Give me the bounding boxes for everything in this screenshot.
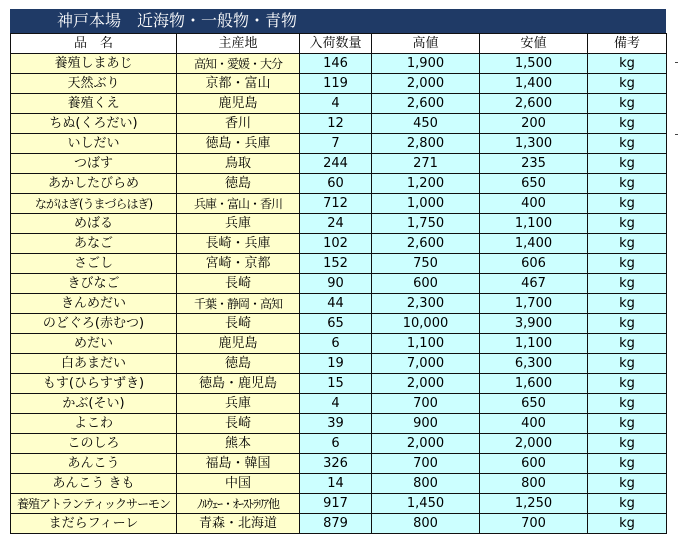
cell-origin: 中国 — [177, 474, 300, 494]
cell-quantity: 6 — [300, 434, 372, 454]
cell-high-price: 700 — [372, 394, 480, 414]
cell-name: もす(ひらすずき) — [11, 374, 177, 394]
cell-name: あなご — [11, 234, 177, 254]
cell-origin: 青森・北海道 — [177, 514, 300, 534]
cell-name: かぶ(そい) — [11, 394, 177, 414]
cell-remarks: kg — [588, 334, 667, 354]
cell-high-price: 1,900 — [372, 54, 480, 74]
cell-quantity: 244 — [300, 154, 372, 174]
cell-remarks: kg — [588, 94, 667, 114]
sheet-title: 神戸本場 近海物・一般物・青物 — [10, 9, 666, 33]
cell-quantity: 44 — [300, 294, 372, 314]
cell-quantity: 326 — [300, 454, 372, 474]
cell-high-price: 600 — [372, 274, 480, 294]
cell-origin: 千葉・静岡・高知 — [177, 294, 300, 314]
cell-remarks: kg — [588, 114, 667, 134]
cell-quantity: 24 — [300, 214, 372, 234]
cell-remarks: kg — [588, 494, 667, 514]
cell-remarks: kg — [588, 174, 667, 194]
table-row — [11, 454, 667, 474]
cell-name: ながはぎ(うまづらはぎ) — [11, 194, 177, 214]
cell-origin: 鹿児島 — [177, 334, 300, 354]
table-row — [11, 414, 667, 434]
cell-remarks: kg — [588, 454, 667, 474]
cell-origin: 長崎 — [177, 414, 300, 434]
cell-name: このしろ — [11, 434, 177, 454]
cell-name: あんこう — [11, 454, 177, 474]
cell-origin: 京都・富山 — [177, 74, 300, 94]
cell-remarks: kg — [588, 134, 667, 154]
header-low-price: 安値 — [480, 34, 588, 54]
table-row — [11, 294, 667, 314]
cell-origin: 鳥取 — [177, 154, 300, 174]
cell-low-price: 800 — [480, 474, 588, 494]
cell-low-price: 1,600 — [480, 374, 588, 394]
cell-low-price: 600 — [480, 454, 588, 474]
table-row — [11, 514, 667, 534]
cell-name: めばる — [11, 214, 177, 234]
cell-quantity: 102 — [300, 234, 372, 254]
cell-low-price: 6,300 — [480, 354, 588, 374]
cell-quantity: 65 — [300, 314, 372, 334]
cell-low-price: 1,400 — [480, 234, 588, 254]
cell-high-price: 1,750 — [372, 214, 480, 234]
table-row — [11, 374, 667, 394]
table-row — [11, 54, 667, 74]
cell-quantity: 39 — [300, 414, 372, 434]
table-row — [11, 174, 667, 194]
table-row — [11, 94, 667, 114]
table-row — [11, 274, 667, 294]
cell-origin: 香川 — [177, 114, 300, 134]
cell-origin: 宮崎・京都 — [177, 254, 300, 274]
cell-remarks: kg — [588, 314, 667, 334]
cell-origin: 鹿児島 — [177, 94, 300, 114]
cell-high-price: 2,300 — [372, 294, 480, 314]
cell-quantity: 4 — [300, 94, 372, 114]
cell-high-price: 900 — [372, 414, 480, 434]
table-row — [11, 354, 667, 374]
cell-low-price: 235 — [480, 154, 588, 174]
table-row — [11, 334, 667, 354]
cell-low-price: 1,250 — [480, 494, 588, 514]
cell-low-price: 400 — [480, 414, 588, 434]
cell-quantity: 6 — [300, 334, 372, 354]
cell-name: あかしたびらめ — [11, 174, 177, 194]
cell-name: 養殖アトランティックサーモン — [11, 494, 177, 514]
cell-remarks: kg — [588, 74, 667, 94]
cell-remarks: kg — [588, 194, 667, 214]
cell-quantity: 712 — [300, 194, 372, 214]
cell-name: 白あまだい — [11, 354, 177, 374]
cell-remarks: kg — [588, 414, 667, 434]
cell-origin: 兵庫・富山・香川 — [177, 194, 300, 214]
cell-high-price: 800 — [372, 474, 480, 494]
cell-name: 養殖しまあじ — [11, 54, 177, 74]
header-name: 品 名 — [11, 34, 177, 54]
cell-high-price: 2,000 — [372, 374, 480, 394]
header-quantity: 入荷数量 — [300, 34, 372, 54]
cell-name: いしだい — [11, 134, 177, 154]
cell-low-price: 200 — [480, 114, 588, 134]
cell-origin: 長崎 — [177, 274, 300, 294]
cell-quantity: 879 — [300, 514, 372, 534]
cell-origin: 徳島・鹿児島 — [177, 374, 300, 394]
table-row — [11, 314, 667, 334]
cell-remarks: kg — [588, 354, 667, 374]
cell-low-price: 467 — [480, 274, 588, 294]
table-row — [11, 114, 667, 134]
cell-low-price: 650 — [480, 394, 588, 414]
cell-remarks: kg — [588, 394, 667, 414]
cell-remarks: kg — [588, 514, 667, 534]
table-row — [11, 254, 667, 274]
cell-high-price: 800 — [372, 514, 480, 534]
cell-high-price: 750 — [372, 254, 480, 274]
cell-high-price: 271 — [372, 154, 480, 174]
cell-origin: 長崎・兵庫 — [177, 234, 300, 254]
table-row — [11, 154, 667, 174]
cell-high-price: 7,000 — [372, 354, 480, 374]
cell-quantity: 152 — [300, 254, 372, 274]
header-remarks: 備考 — [588, 34, 667, 54]
cell-high-price: 700 — [372, 454, 480, 474]
cell-name: まだらフィーレ — [11, 514, 177, 534]
cell-remarks: kg — [588, 274, 667, 294]
cell-high-price: 1,200 — [372, 174, 480, 194]
header-high-price: 高値 — [372, 34, 480, 54]
cell-low-price: 650 — [480, 174, 588, 194]
cell-remarks: kg — [588, 54, 667, 74]
cell-origin: 兵庫 — [177, 394, 300, 414]
cell-low-price: 1,400 — [480, 74, 588, 94]
cell-name: あんこう きも — [11, 474, 177, 494]
cell-origin: 熊本 — [177, 434, 300, 454]
cell-quantity: 119 — [300, 74, 372, 94]
cell-high-price: 450 — [372, 114, 480, 134]
cell-high-price: 2,000 — [372, 74, 480, 94]
cell-name: つばす — [11, 154, 177, 174]
cell-quantity: 12 — [300, 114, 372, 134]
price-table — [10, 33, 667, 534]
cell-low-price: 1,100 — [480, 214, 588, 234]
cell-low-price: 1,500 — [480, 54, 588, 74]
cell-origin: 徳島・兵庫 — [177, 134, 300, 154]
cell-quantity: 146 — [300, 54, 372, 74]
market-price-sheet — [10, 9, 666, 534]
cell-low-price: 606 — [480, 254, 588, 274]
cell-remarks: kg — [588, 234, 667, 254]
cell-high-price: 2,000 — [372, 434, 480, 454]
table-row — [11, 214, 667, 234]
cell-origin: 福島・韓国 — [177, 454, 300, 474]
table-row — [11, 194, 667, 214]
cell-remarks: kg — [588, 374, 667, 394]
cell-origin: 徳島 — [177, 354, 300, 374]
cell-low-price: 2,000 — [480, 434, 588, 454]
cell-low-price: 700 — [480, 514, 588, 534]
cell-high-price: 1,100 — [372, 334, 480, 354]
cell-low-price: 400 — [480, 194, 588, 214]
cell-quantity: 14 — [300, 474, 372, 494]
cell-quantity: 15 — [300, 374, 372, 394]
table-row — [11, 434, 667, 454]
cell-remarks: kg — [588, 474, 667, 494]
cell-high-price: 2,600 — [372, 234, 480, 254]
cell-low-price: 1,100 — [480, 334, 588, 354]
cell-origin: 兵庫 — [177, 214, 300, 234]
cell-high-price: 2,800 — [372, 134, 480, 154]
cell-low-price: 1,700 — [480, 294, 588, 314]
cell-name: さごし — [11, 254, 177, 274]
cell-remarks: kg — [588, 434, 667, 454]
cell-quantity: 917 — [300, 494, 372, 514]
cell-remarks: kg — [588, 154, 667, 174]
cell-low-price: 3,900 — [480, 314, 588, 334]
cell-quantity: 19 — [300, 354, 372, 374]
table-row — [11, 134, 667, 154]
cell-origin: ﾉﾙｳｪｰ・ｵｰｽﾄﾗﾘｱ他 — [177, 494, 300, 514]
table-row — [11, 394, 667, 414]
table-row — [11, 474, 667, 494]
cell-high-price: 2,600 — [372, 94, 480, 114]
table-row — [11, 74, 667, 94]
cell-name: ちぬ(くろだい) — [11, 114, 177, 134]
cell-quantity: 90 — [300, 274, 372, 294]
cell-name: のどぐろ(赤むつ) — [11, 314, 177, 334]
cell-name: めだい — [11, 334, 177, 354]
edge-mark — [675, 62, 678, 63]
cell-low-price: 2,600 — [480, 94, 588, 114]
cell-name: きんめだい — [11, 294, 177, 314]
cell-quantity: 4 — [300, 394, 372, 414]
header-row — [11, 34, 667, 54]
cell-low-price: 1,300 — [480, 134, 588, 154]
cell-quantity: 60 — [300, 174, 372, 194]
cell-name: きびなご — [11, 274, 177, 294]
cell-origin: 徳島 — [177, 174, 300, 194]
cell-name: 天然ぶり — [11, 74, 177, 94]
cell-high-price: 1,450 — [372, 494, 480, 514]
cell-remarks: kg — [588, 254, 667, 274]
cell-origin: 長崎 — [177, 314, 300, 334]
cell-quantity: 7 — [300, 134, 372, 154]
cell-remarks: kg — [588, 294, 667, 314]
cell-name: よこわ — [11, 414, 177, 434]
cell-high-price: 10,000 — [372, 314, 480, 334]
cell-remarks: kg — [588, 214, 667, 234]
header-origin: 主産地 — [177, 34, 300, 54]
edge-mark — [675, 134, 678, 135]
table-row — [11, 494, 667, 514]
cell-origin: 高知・愛媛・大分 — [177, 54, 300, 74]
cell-name: 養殖くえ — [11, 94, 177, 114]
cell-high-price: 1,000 — [372, 194, 480, 214]
table-row — [11, 234, 667, 254]
